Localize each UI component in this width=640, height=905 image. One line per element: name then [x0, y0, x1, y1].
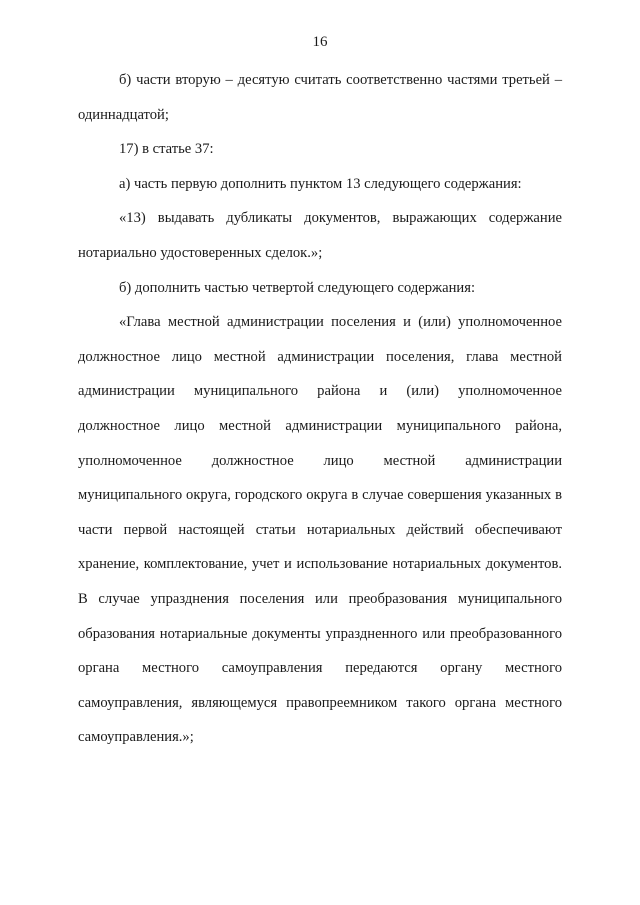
document-body [78, 63, 562, 755]
paragraph-b-add-part-4: б) дополнить частью четвертой следующего содержания: [119, 279, 476, 296]
paragraph-point-13-text: «13) выдавать дубликаты документов, выражающих содержание нотариально удостоверенных сделок.»; [78, 210, 562, 261]
paragraph-part-4-text: «Глава местной администрации поселения и (или) уполномоченное должностное лицо местной администрации поселения, глава местной администрации муниципального района и (или) уполномоченное должностное лицо местной администрации муниципального района, уполномоченное должностное лицо местной администрации муниципального округа, городского округа в случае совершения указанных в части первой настоящей статьи нотариальных действий обеспечивают хранение, комплектование, учет и использование нотариальных документов. В случае упразднения поселения или преобразования муниципального образования нотариальные документы упраздненного или преобразованного органа местного самоуправления передаются органу местного самоуправления, являющемуся правопреемником такого органа местного самоуправления.»; [78, 314, 562, 746]
paragraph-b-parts-renumber: б) части вторую – десятую считать соответственно частями третьей – одиннадцатой; [78, 72, 562, 123]
paragraph-a-add-point-13: а) часть первую дополнить пунктом 13 следующего содержания: [119, 175, 522, 192]
page-number: 16 [312, 34, 328, 50]
paragraph-17-article-37: 17) в статье 37: [119, 141, 214, 158]
